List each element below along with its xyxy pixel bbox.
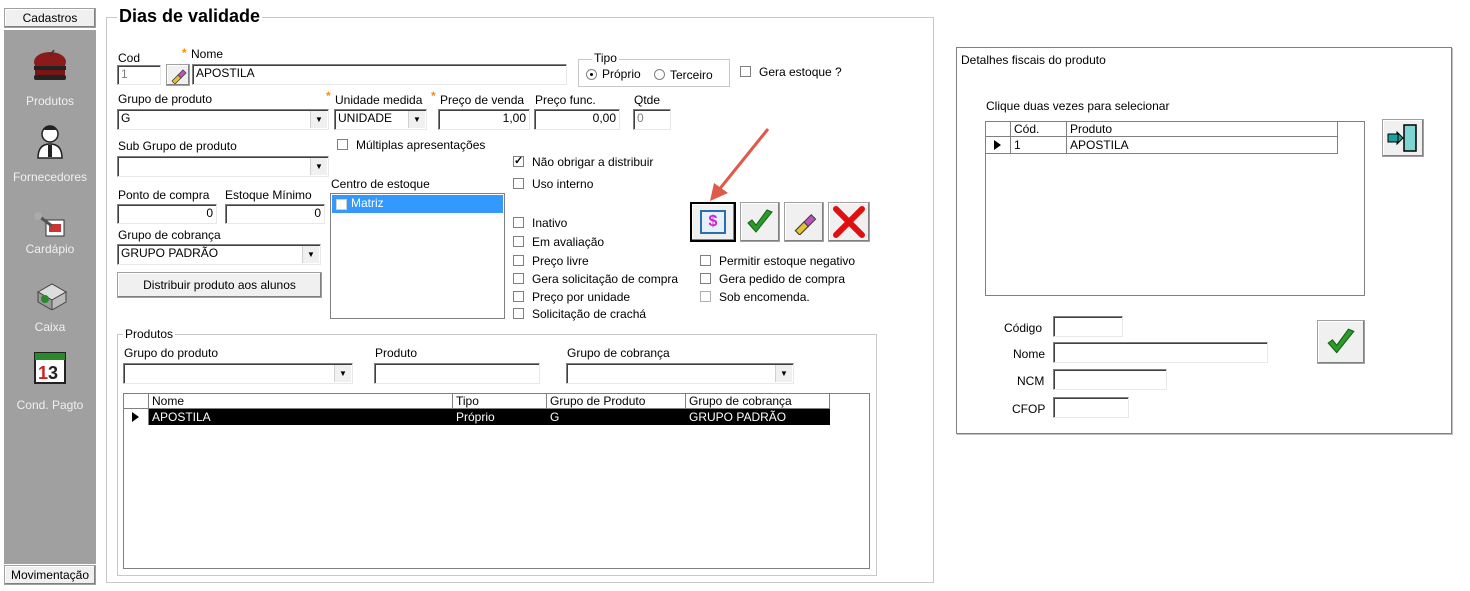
cod-field[interactable]: 1 bbox=[117, 65, 161, 85]
unidade-select[interactable] bbox=[334, 109, 427, 130]
checkmark-icon bbox=[1325, 326, 1357, 358]
close-icon bbox=[832, 205, 866, 239]
qtde-label: Qtde bbox=[634, 93, 661, 107]
produtos-grid[interactable] bbox=[123, 393, 870, 569]
cell-tipo: Próprio bbox=[456, 410, 495, 424]
produtos-group-label: Produtos bbox=[125, 327, 174, 341]
eraser-icon bbox=[791, 209, 817, 235]
table-row[interactable] bbox=[986, 137, 1338, 154]
filtro-grupo-select[interactable] bbox=[123, 363, 353, 384]
select-value: G bbox=[121, 111, 131, 125]
filtro-produto-label: Produto bbox=[375, 346, 418, 360]
unidade-label: Unidade medida bbox=[335, 93, 423, 107]
checkbox-label: Não obrigar a distribuir bbox=[532, 155, 654, 169]
nome-field[interactable]: APOSTILA bbox=[192, 64, 567, 85]
filtro-cobranca-select[interactable] bbox=[566, 363, 794, 384]
checkbox-label: Preço por unidade bbox=[532, 290, 631, 304]
select-value: UNIDADE bbox=[338, 111, 393, 125]
cell-produto: APOSTILA bbox=[1070, 138, 1129, 152]
radio-label: Próprio bbox=[602, 67, 641, 81]
sob-encomenda-checkbox[interactable] bbox=[700, 289, 830, 305]
unidade-required-mark: * bbox=[326, 89, 331, 103]
sidebar-item-produtos[interactable] bbox=[4, 50, 96, 114]
sidebar-item-label: Produtos bbox=[25, 94, 75, 108]
checkbox-box bbox=[337, 139, 348, 150]
column-header[interactable]: Tipo bbox=[456, 394, 479, 408]
estoque-min-label: Estoque Mínimo bbox=[225, 188, 312, 202]
gera-estoque-checkbox[interactable] bbox=[740, 64, 860, 80]
ponto-compra-label: Ponto de compra bbox=[118, 188, 210, 202]
inativo-checkbox[interactable] bbox=[513, 215, 613, 231]
centro-estoque-list[interactable] bbox=[330, 193, 505, 319]
checkbox-box bbox=[513, 308, 524, 319]
cell-nome: APOSTILA bbox=[152, 410, 211, 424]
cfop-field[interactable] bbox=[1053, 397, 1129, 418]
sidebar-item-cardapio[interactable] bbox=[4, 200, 96, 264]
fiscal-nome-field[interactable] bbox=[1053, 342, 1268, 363]
checkbox-box bbox=[700, 273, 711, 284]
checkbox-box bbox=[513, 236, 524, 247]
eraser-icon bbox=[169, 66, 187, 84]
filtro-grupo-label: Grupo do produto bbox=[124, 346, 219, 360]
sub-grupo-label: Sub Grupo de produto bbox=[118, 139, 237, 153]
cell-grupo: G bbox=[550, 410, 560, 424]
checkbox-label: Gera solicitação de compra bbox=[532, 272, 679, 286]
fiscal-title: Detalhes fiscais do produto bbox=[961, 53, 1106, 67]
sidebar-item-label: Cardápio bbox=[25, 242, 75, 256]
preco-func-label: Preço func. bbox=[535, 93, 596, 107]
checkbox-box bbox=[513, 291, 524, 302]
column-header[interactable]: Grupo de cobrança bbox=[689, 394, 792, 408]
cod-label: Cod bbox=[118, 51, 141, 65]
sidebar-item-fornecedores[interactable] bbox=[4, 124, 96, 186]
cashbox-icon bbox=[34, 280, 68, 310]
sidebar-item-caixa[interactable] bbox=[4, 280, 96, 342]
exit-door-icon bbox=[1386, 122, 1420, 154]
column-header[interactable]: Grupo de Produto bbox=[550, 394, 646, 408]
centro-estoque-label: Centro de estoque bbox=[331, 177, 430, 191]
row-indicator-icon bbox=[986, 137, 1011, 153]
uso-interno-checkbox[interactable] bbox=[513, 176, 623, 192]
menu-icon bbox=[32, 210, 68, 238]
sidebar-item-label: Caixa bbox=[34, 320, 66, 334]
cell-cobranca: GRUPO PADRÃO bbox=[689, 410, 787, 424]
preco-livre-checkbox[interactable] bbox=[513, 253, 613, 269]
nome-required-mark: * bbox=[182, 46, 187, 60]
codigo-field[interactable] bbox=[1053, 316, 1123, 337]
checkmark-icon bbox=[745, 207, 775, 237]
preco-venda-field[interactable]: 1,00 bbox=[438, 109, 530, 130]
checkbox-label: Gera estoque ? bbox=[759, 65, 842, 79]
edit-name-button[interactable] bbox=[166, 64, 190, 86]
preco-func-field[interactable]: 0,00 bbox=[534, 109, 620, 130]
cell-cod: 1 bbox=[1014, 138, 1021, 152]
column-header[interactable]: Cód. bbox=[1014, 122, 1040, 136]
nome-label: Nome bbox=[191, 47, 224, 61]
filtro-cobranca-label: Grupo de cobrança bbox=[567, 346, 670, 360]
fiscal-details-button[interactable] bbox=[690, 202, 736, 242]
gera-solicitacao-checkbox[interactable] bbox=[513, 271, 693, 287]
sidebar bbox=[0, 0, 100, 591]
radio-selected-icon bbox=[586, 69, 597, 80]
chevron-down-icon[interactable]: ▼ bbox=[310, 111, 327, 128]
multiplas-checkbox[interactable] bbox=[337, 137, 507, 153]
clear-button[interactable] bbox=[784, 202, 824, 242]
checkbox-box bbox=[513, 178, 524, 189]
grid-header bbox=[124, 394, 830, 409]
sidebar-item-cond-pagto[interactable] bbox=[4, 352, 96, 416]
cancel-button[interactable] bbox=[828, 202, 870, 242]
column-header[interactable]: Produto bbox=[1070, 122, 1113, 136]
solicitacao-cracha-checkbox[interactable] bbox=[513, 306, 663, 322]
svg-text:3: 3 bbox=[48, 363, 59, 383]
page-title: Dias de validade bbox=[119, 6, 261, 26]
checkbox-label: Inativo bbox=[532, 216, 568, 230]
svg-text:1: 1 bbox=[38, 363, 49, 383]
codigo-label: Código bbox=[1004, 321, 1043, 335]
select-value: GRUPO PADRÃO bbox=[121, 246, 219, 260]
grid-header bbox=[986, 122, 1338, 137]
chevron-down-icon[interactable]: ▼ bbox=[334, 365, 351, 382]
checkbox-box bbox=[700, 291, 711, 302]
estoque-min-field[interactable]: 0 bbox=[225, 204, 325, 224]
preco-required-mark: * bbox=[431, 89, 436, 103]
row-indicator-icon bbox=[124, 409, 149, 425]
preco-unidade-checkbox[interactable] bbox=[513, 289, 653, 305]
sidebar-item-label: Fornecedores bbox=[12, 170, 88, 184]
annotation-arrow-icon bbox=[700, 125, 772, 205]
checkbox-box[interactable] bbox=[336, 199, 347, 210]
distribuir-button[interactable]: Distribuir produto aos alunos bbox=[117, 272, 322, 298]
checkbox-box bbox=[740, 66, 751, 77]
em-avaliacao-checkbox[interactable] bbox=[513, 234, 623, 250]
calendar-icon bbox=[34, 352, 66, 384]
sub-grupo-select[interactable] bbox=[117, 156, 329, 177]
checkbox-label: Solicitação de crachá bbox=[532, 307, 647, 321]
permitir-negativo-checkbox[interactable] bbox=[700, 253, 870, 269]
checkbox-label: Em avaliação bbox=[532, 235, 605, 249]
grupo-cobranca-label: Grupo de cobrança bbox=[118, 228, 221, 242]
cfop-label: CFOP bbox=[1012, 402, 1046, 416]
fiscal-confirm-button[interactable] bbox=[1317, 320, 1365, 364]
chevron-down-icon[interactable]: ▼ bbox=[302, 246, 319, 263]
fiscal-nome-label: Nome bbox=[1013, 347, 1046, 361]
nao-obrigar-checkbox[interactable] bbox=[513, 154, 673, 170]
tipo-proprio-radio[interactable] bbox=[586, 66, 654, 82]
checkbox-box bbox=[700, 255, 711, 266]
exit-button[interactable] bbox=[1382, 119, 1424, 157]
preco-venda-label: Preço de venda bbox=[440, 93, 525, 107]
burger-icon bbox=[32, 50, 68, 84]
confirm-button[interactable] bbox=[740, 202, 780, 242]
checkbox-label: Uso interno bbox=[532, 177, 594, 191]
fiscal-hint: Clique duas vezes para selecionar bbox=[986, 99, 1170, 113]
tipo-label: Tipo bbox=[594, 51, 617, 65]
grupo-cobranca-select[interactable] bbox=[117, 244, 321, 265]
checkbox-checked-icon: ✓ bbox=[514, 155, 524, 167]
ponto-compra-field[interactable]: 0 bbox=[117, 204, 217, 224]
checkbox-label: Sob encomenda. bbox=[719, 290, 810, 304]
checkbox-label: Gera pedido de compra bbox=[719, 272, 846, 286]
supplier-icon bbox=[34, 124, 66, 160]
table-row[interactable] bbox=[124, 409, 830, 425]
fiscal-grid[interactable] bbox=[985, 121, 1365, 296]
ncm-label: NCM bbox=[1017, 374, 1045, 388]
radio-label: Terceiro bbox=[670, 68, 713, 82]
filtro-produto-field[interactable] bbox=[374, 363, 540, 384]
radio-unselected-icon bbox=[654, 69, 665, 80]
checkbox-label: Permitir estoque negativo bbox=[719, 254, 856, 268]
sidebar-item-label: Cond. Pagto bbox=[16, 398, 84, 412]
qtde-field[interactable]: 0 bbox=[633, 109, 671, 130]
tipo-terceiro-radio[interactable] bbox=[654, 66, 728, 82]
checkbox-box bbox=[513, 255, 524, 266]
list-item-label: Matriz bbox=[351, 196, 384, 210]
checkbox-box bbox=[513, 217, 524, 228]
column-header[interactable]: Nome bbox=[152, 394, 185, 408]
chevron-down-icon[interactable]: ▼ bbox=[310, 158, 327, 175]
dollar-icon: $ bbox=[700, 210, 726, 234]
list-item[interactable] bbox=[332, 195, 503, 213]
checkbox-label: Preço livre bbox=[532, 254, 589, 268]
cadastros-button[interactable]: Cadastros bbox=[4, 8, 96, 28]
chevron-down-icon[interactable]: ▼ bbox=[408, 111, 425, 128]
checkbox-label: Múltiplas apresentações bbox=[356, 138, 486, 152]
movimentacao-button[interactable]: Movimentação bbox=[4, 565, 96, 585]
chevron-down-icon[interactable]: ▼ bbox=[775, 365, 792, 382]
gera-pedido-checkbox[interactable] bbox=[700, 271, 860, 287]
ncm-field[interactable] bbox=[1053, 369, 1167, 390]
checkbox-box bbox=[513, 273, 524, 284]
grupo-produto-label: Grupo de produto bbox=[118, 92, 213, 106]
grupo-produto-select[interactable] bbox=[117, 109, 329, 130]
